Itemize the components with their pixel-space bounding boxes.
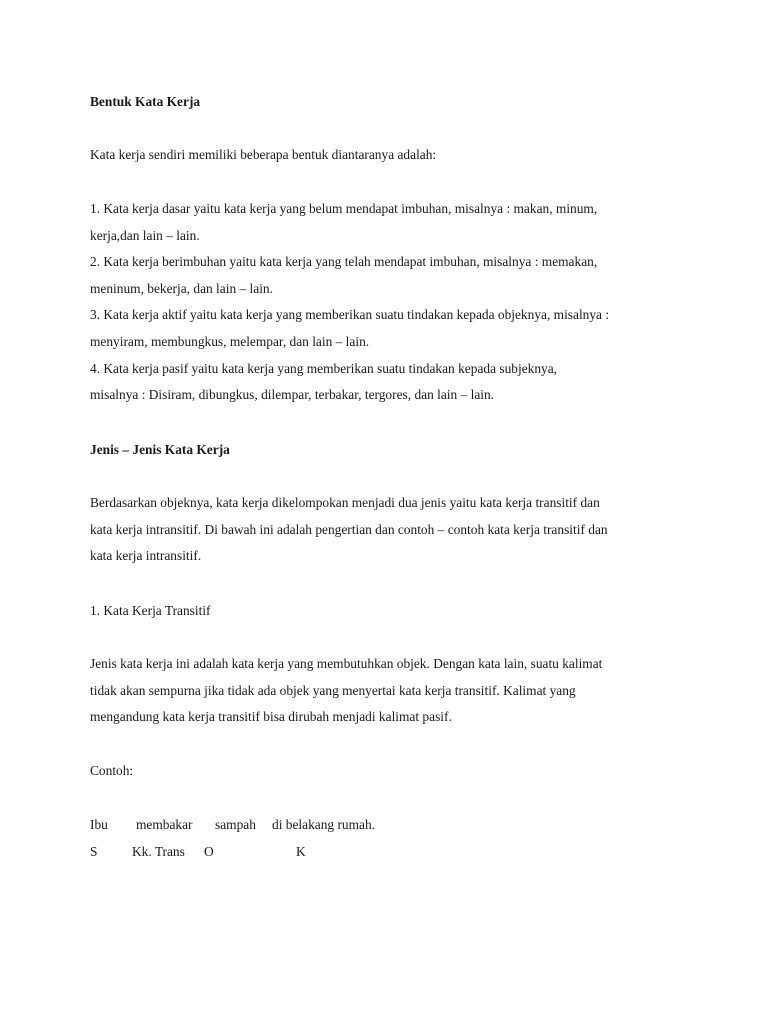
transitive-description — [90, 651, 690, 731]
list-item-1-line-2: kerja,dan lain – lain. — [90, 227, 200, 243]
example-word-adverbial: di belakang rumah. — [272, 817, 375, 832]
transitivity-paragraph — [90, 490, 690, 570]
example-label: Contoh: — [90, 763, 134, 778]
heading-jenis-kata-kerja: Jenis – Jenis Kata Kerja — [90, 442, 230, 457]
list-item-3-line-1: 3. Kata kerja aktif yaitu kata kerja yang memberikan suatu tindakan kepada objeknya, misalnya : — [90, 307, 610, 323]
role-object: O — [204, 844, 214, 859]
example-word-subject: Ibu — [90, 817, 108, 832]
example-roles-row — [90, 839, 690, 866]
paragraph-line-3: kata kerja intransitif. — [90, 548, 202, 564]
role-adverbial: K — [296, 844, 306, 859]
description-line-2: tidak akan sempurna jika tidak ada objek yang menyertai kata kerja transitif. Kalimat yang — [90, 682, 576, 698]
paragraph-line-2: kata kerja intransitif. Di bawah ini adalah pengertian dan contoh – contoh kata kerja transitif dan — [90, 521, 608, 537]
description-line-1: Jenis kata kerja ini adalah kata kerja yang membutuhkan objek. Dengan kata lain, suatu kalimat — [90, 656, 603, 671]
verb-forms-list — [90, 196, 690, 409]
example-sentence-row — [90, 812, 690, 839]
paragraph-line-1: Berdasarkan objeknya, kata kerja dikelompokan menjadi dua jenis yaitu kata kerja transitif dan — [90, 495, 600, 510]
list-item-1-line-1: 1. Kata kerja dasar yaitu kata kerja yang belum mendapat imbuhan, misalnya : makan, minum, — [90, 201, 598, 216]
heading-bentuk-kata-kerja: Bentuk Kata Kerja — [90, 94, 201, 109]
list-item-2-line-2: meninum, bekerja, dan lain – lain. — [90, 280, 273, 296]
list-item-4-line-2: misalnya : Disiram, dibungkus, dilempar, terbakar, tergores, dan lain – lain. — [90, 387, 495, 403]
list-item-2-line-1: 2. Kata kerja berimbuhan yaitu kata kerja yang telah mendapat imbuhan, misalnya : memakan, — [90, 254, 598, 270]
example-word-verb: membakar — [136, 817, 193, 832]
role-subject: S — [90, 844, 98, 859]
subheading-kata-kerja-transitif: 1. Kata Kerja Transitif — [90, 603, 211, 618]
description-line-3: mengandung kata kerja transitif bisa dirubah menjadi kalimat pasif. — [90, 709, 452, 725]
intro-paragraph: Kata kerja sendiri memiliki beberapa bentuk diantaranya adalah: — [90, 147, 437, 162]
example-word-object: sampah — [215, 817, 256, 832]
list-item-4-line-1: 4. Kata kerja pasif yaitu kata kerja yang memberikan suatu tindakan kepada subjeknya, — [90, 360, 558, 376]
list-item-3-line-2: menyiram, membungkus, melempar, dan lain – lain. — [90, 333, 370, 349]
role-transitive-verb: Kk. Trans — [132, 844, 185, 859]
